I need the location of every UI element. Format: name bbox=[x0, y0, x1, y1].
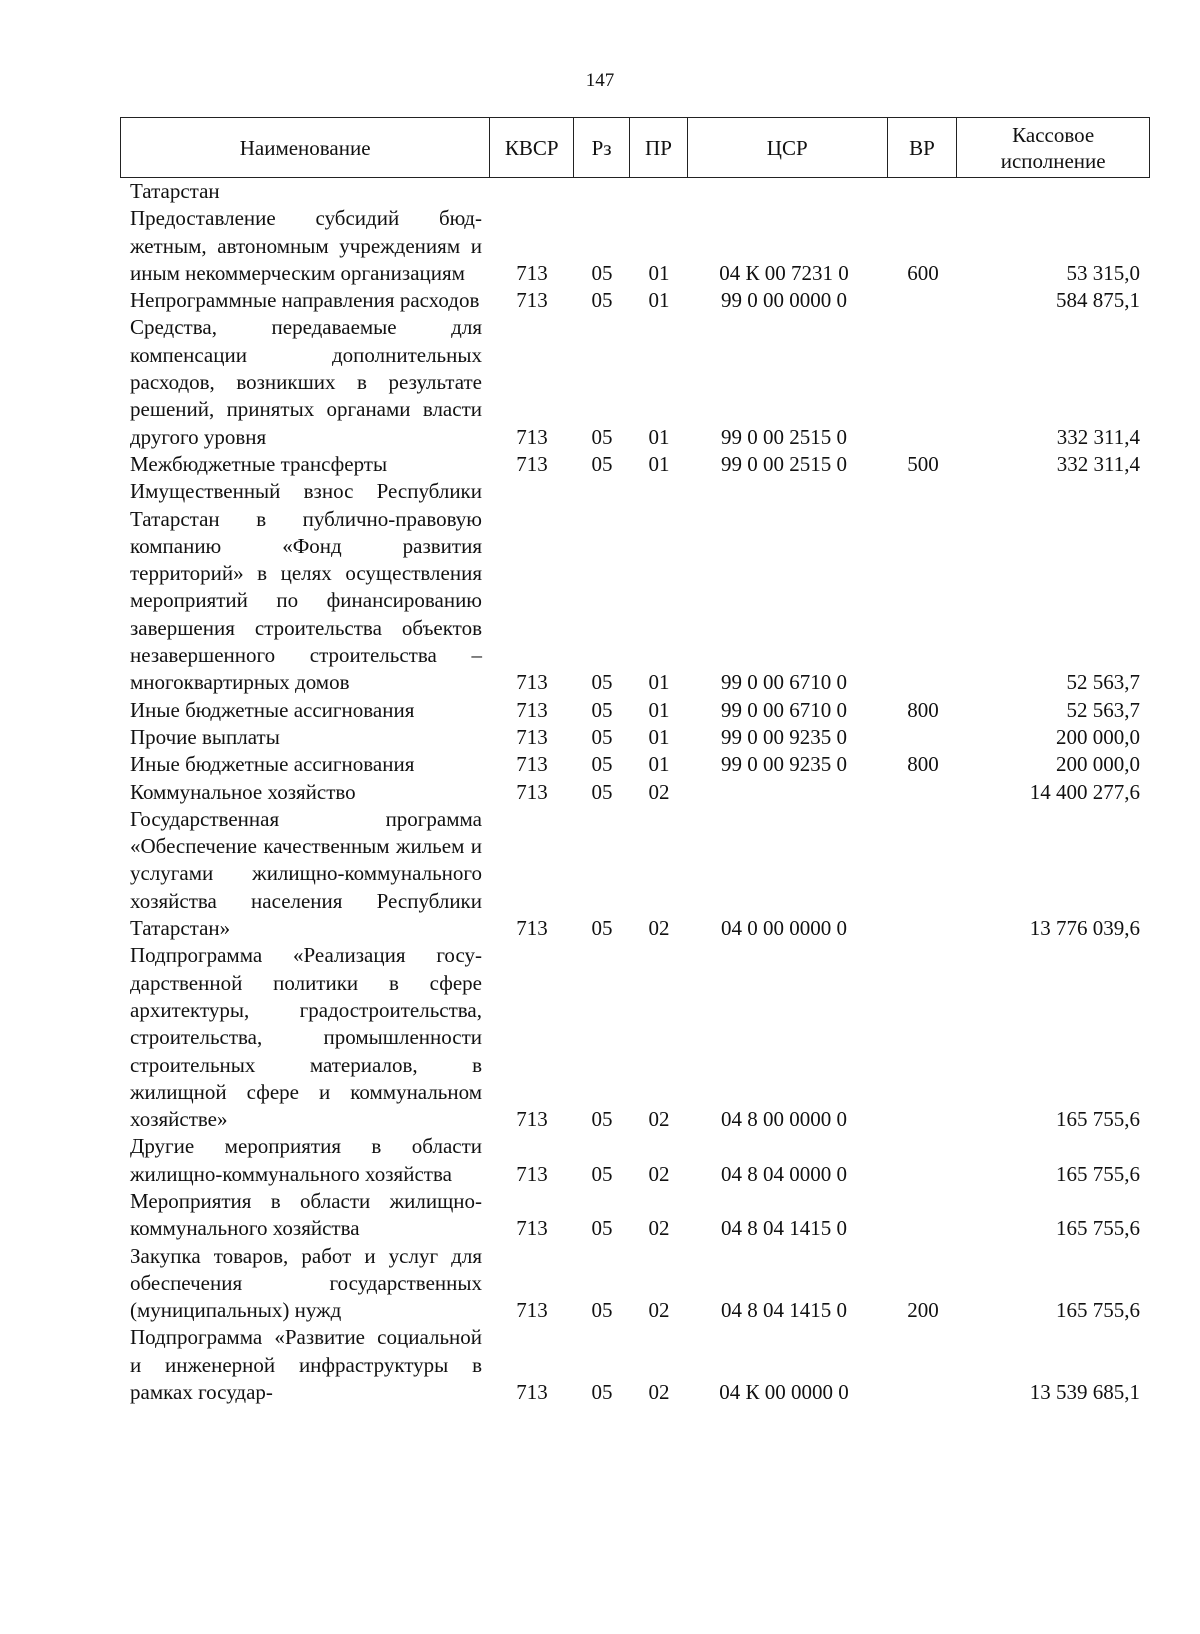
row-rz: 05 bbox=[591, 724, 613, 749]
row-pr: 01 bbox=[648, 451, 670, 476]
row-kvsr: 713 bbox=[516, 752, 548, 777]
row-rz: 05 bbox=[591, 288, 613, 313]
row-rz: 05 bbox=[591, 779, 613, 804]
column-header-cash-execution: Кассовое исполнение bbox=[1000, 122, 1106, 173]
table-row bbox=[120, 779, 1150, 806]
row-rz: 05 bbox=[591, 1380, 613, 1405]
row-csr: 04 8 00 0000 0 bbox=[721, 1107, 847, 1132]
row-cash-execution: 13 776 039,6 bbox=[1029, 916, 1140, 941]
table-row bbox=[120, 697, 1150, 724]
row-name: Подпрограмма «Развитие социальной и инженерной инфраструктуры в рамках государ- bbox=[130, 1325, 482, 1405]
row-csr: 99 0 00 6710 0 bbox=[721, 670, 847, 695]
row-name: Государственная программа «Обеспечение качественным жильем и услугами жилищно-коммунального хозяйства населения Республики Татарстан» bbox=[130, 806, 482, 941]
row-pr: 01 bbox=[648, 424, 670, 449]
row-kvsr: 713 bbox=[516, 1380, 548, 1405]
row-pr: 01 bbox=[648, 724, 670, 749]
row-name: Средства, передаваемые для компенсации дополнительных расходов, возникших в результате решений, принятых органами власти другого уровня bbox=[130, 315, 482, 449]
row-vr: 600 bbox=[907, 260, 939, 285]
row-csr: 99 0 00 0000 0 bbox=[721, 288, 847, 313]
row-rz: 05 bbox=[591, 916, 613, 941]
row-pr: 01 bbox=[648, 752, 670, 777]
table-row bbox=[120, 287, 1150, 314]
row-cash-execution: 200 000,0 bbox=[1056, 724, 1140, 749]
row-cash-execution: 165 755,6 bbox=[1056, 1161, 1140, 1186]
row-rz: 05 bbox=[591, 1298, 613, 1323]
row-pr: 01 bbox=[648, 288, 670, 313]
row-cash-execution: 13 539 685,1 bbox=[1029, 1380, 1140, 1405]
row-kvsr: 713 bbox=[516, 916, 548, 941]
row-csr: 99 0 00 2515 0 bbox=[721, 451, 847, 476]
row-cash-execution: 332 311,4 bbox=[1056, 424, 1140, 449]
row-pr: 02 bbox=[648, 1216, 670, 1241]
row-csr: 99 0 00 9235 0 bbox=[721, 724, 847, 749]
row-name: Другие мероприятия в области жилищно-коммунального хозяйства bbox=[130, 1134, 482, 1186]
table-row bbox=[120, 1324, 1150, 1406]
row-vr: 500 bbox=[907, 451, 939, 476]
row-pr: 02 bbox=[648, 916, 670, 941]
row-pr: 01 bbox=[648, 697, 670, 722]
row-name: Коммунальное хозяйство bbox=[130, 779, 356, 804]
row-cash-execution: 165 755,6 bbox=[1056, 1216, 1140, 1241]
row-name: Иные бюджетные ассигнования bbox=[130, 697, 415, 722]
row-cash-execution: 584 875,1 bbox=[1056, 288, 1140, 313]
row-csr: 04 8 04 0000 0 bbox=[721, 1161, 847, 1186]
row-csr: 04 0 00 0000 0 bbox=[721, 916, 847, 941]
row-cash-execution: 53 315,0 bbox=[1066, 260, 1140, 285]
row-kvsr: 713 bbox=[516, 1107, 548, 1132]
row-kvsr: 713 bbox=[516, 779, 548, 804]
row-rz: 05 bbox=[591, 451, 613, 476]
row-pr: 02 bbox=[648, 1298, 670, 1323]
column-header-csr: ЦСР bbox=[688, 118, 888, 177]
column-header-pr: ПР bbox=[630, 118, 688, 177]
row-pr: 02 bbox=[648, 779, 670, 804]
table-row bbox=[120, 724, 1150, 751]
table-row bbox=[120, 942, 1150, 1133]
row-kvsr: 713 bbox=[516, 451, 548, 476]
row-rz: 05 bbox=[591, 260, 613, 285]
row-name: Закупка товаров, работ и услуг для обеспечения государственных (муниципальных) нужд bbox=[130, 1243, 482, 1323]
table-row bbox=[120, 751, 1150, 778]
row-pr: 01 bbox=[648, 260, 670, 285]
table-row bbox=[120, 205, 1150, 287]
row-kvsr: 713 bbox=[516, 288, 548, 313]
row-cash-execution: 332 311,4 bbox=[1056, 451, 1140, 476]
row-name: Имущественный взнос Республики Татарстан в публично-правовую компанию «Фонд развития территорий» в целях осуществления мероприятий по финансированию завершения строительства объектов незавершенного строительства – многоквартирных домов bbox=[130, 479, 482, 695]
row-kvsr: 713 bbox=[516, 724, 548, 749]
row-csr: 04 К 00 7231 0 bbox=[719, 260, 849, 285]
row-kvsr: 713 bbox=[516, 424, 548, 449]
row-cash-execution: 52 563,7 bbox=[1066, 697, 1140, 722]
row-pr: 02 bbox=[648, 1107, 670, 1132]
row-rz: 05 bbox=[591, 1216, 613, 1241]
table-row bbox=[120, 451, 1150, 478]
row-csr: 99 0 00 2515 0 bbox=[721, 424, 847, 449]
row-kvsr: 713 bbox=[516, 260, 548, 285]
row-rz: 05 bbox=[591, 424, 613, 449]
page-number: 147 bbox=[585, 70, 615, 91]
column-header-rz: Рз bbox=[574, 118, 630, 177]
table-row bbox=[120, 806, 1150, 942]
row-name: Подпрограмма «Реализация государственной политики в сфере архитектуры, градостроительства, строительства, промышленности строительных материалов, в жилищной сфере и коммунальном хозяйстве» bbox=[130, 943, 482, 1132]
row-name: Предоставление субсидий бюджетным, автономным учреждениям и иным некоммерческим организациям bbox=[130, 206, 482, 285]
row-csr: 99 0 00 9235 0 bbox=[721, 752, 847, 777]
row-cash-execution: 165 755,6 bbox=[1056, 1107, 1140, 1132]
row-name: Прочие выплаты bbox=[130, 724, 280, 749]
row-vr: 200 bbox=[907, 1298, 939, 1323]
table-row bbox=[120, 314, 1150, 450]
row-name: Межбюджетные трансферты bbox=[130, 451, 388, 476]
row-csr: 99 0 00 6710 0 bbox=[721, 697, 847, 722]
table-row bbox=[120, 1243, 1150, 1325]
table-header bbox=[120, 117, 1150, 178]
row-csr: 04 8 04 1415 0 bbox=[721, 1216, 847, 1241]
row-cash-execution: 165 755,6 bbox=[1056, 1298, 1140, 1323]
table-row bbox=[120, 1188, 1150, 1243]
row-csr: 04 8 04 1415 0 bbox=[721, 1298, 847, 1323]
row-pr: 02 bbox=[648, 1161, 670, 1186]
row-rz: 05 bbox=[591, 697, 613, 722]
row-cash-execution: 200 000,0 bbox=[1056, 752, 1140, 777]
row-vr: 800 bbox=[907, 752, 939, 777]
column-header-vr: ВР bbox=[888, 118, 958, 177]
table-body bbox=[120, 178, 1150, 1406]
row-rz: 05 bbox=[591, 1161, 613, 1186]
table-row bbox=[120, 478, 1150, 696]
row-rz: 05 bbox=[591, 752, 613, 777]
row-name: Татарстан bbox=[130, 179, 220, 203]
row-name: Мероприятия в области жилищно-коммунального хозяйства bbox=[130, 1188, 482, 1241]
row-name: Непрограммные направления расходов bbox=[130, 288, 480, 313]
row-rz: 05 bbox=[591, 1107, 613, 1132]
column-header-kvsr: КВСР bbox=[490, 118, 574, 177]
row-kvsr: 713 bbox=[516, 697, 548, 722]
row-kvsr: 713 bbox=[516, 1298, 548, 1323]
row-csr: 04 К 00 0000 0 bbox=[719, 1380, 849, 1405]
table-row bbox=[120, 178, 1150, 205]
row-kvsr: 713 bbox=[516, 670, 548, 695]
row-rz: 05 bbox=[591, 670, 613, 695]
row-vr: 800 bbox=[907, 697, 939, 722]
row-pr: 02 bbox=[648, 1380, 670, 1405]
column-header-name: Наименование bbox=[121, 118, 490, 177]
table-row bbox=[120, 1133, 1150, 1188]
row-pr: 01 bbox=[648, 670, 670, 695]
row-name: Иные бюджетные ассигнования bbox=[130, 752, 415, 777]
row-kvsr: 713 bbox=[516, 1161, 548, 1186]
row-kvsr: 713 bbox=[516, 1216, 548, 1241]
row-cash-execution: 14 400 277,6 bbox=[1029, 779, 1140, 804]
row-cash-execution: 52 563,7 bbox=[1066, 670, 1140, 695]
